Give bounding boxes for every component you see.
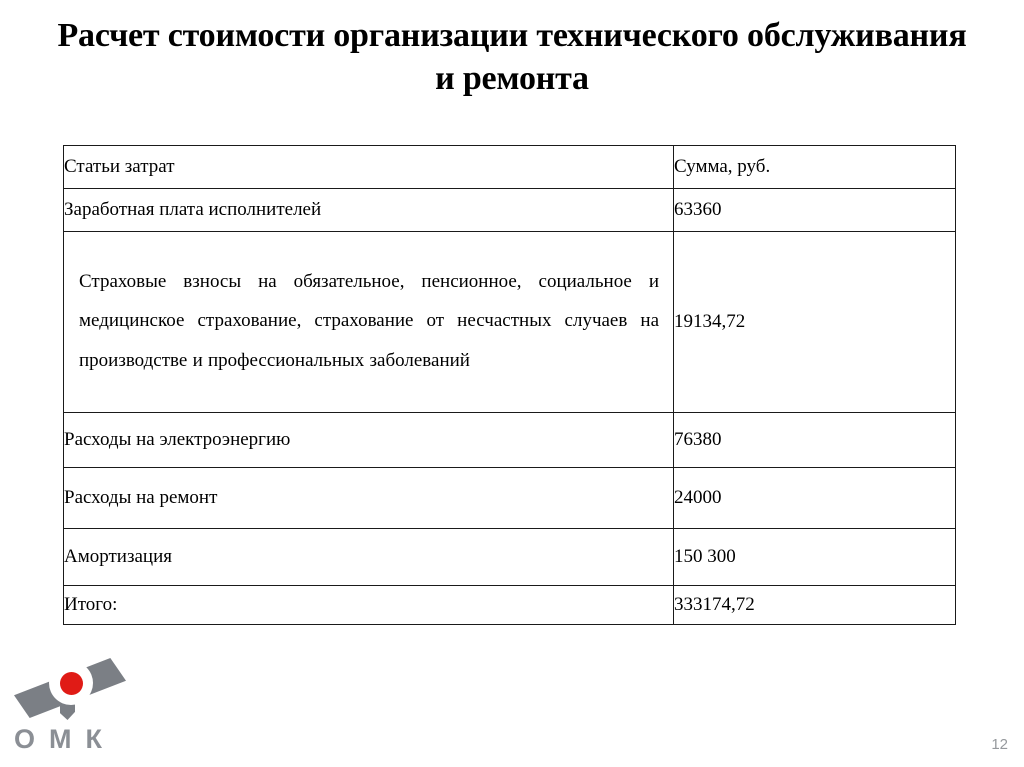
logo-red-dot-icon: [60, 672, 83, 695]
cost-item-amount: 19134,72: [674, 232, 956, 413]
table-row: [64, 529, 956, 586]
table-row: [64, 413, 956, 468]
table-row: [64, 468, 956, 529]
omk-logo: [14, 658, 140, 758]
table-row: [64, 232, 956, 413]
total-label: Итого:: [64, 586, 674, 625]
total-amount: 333174,72: [674, 586, 956, 625]
cost-item-label: Расходы на электроэнергию: [64, 413, 674, 468]
omk-wordmark: ОМК: [14, 724, 116, 754]
column-header-item: Статьи затрат: [64, 146, 674, 189]
table-total-row: [64, 586, 956, 625]
cost-item-label: Расходы на ремонт: [64, 468, 674, 529]
table-row: [64, 189, 956, 232]
cost-item-label: Амортизация: [64, 529, 674, 586]
cost-item-amount: 63360: [674, 189, 956, 232]
omk-logo-mark-icon: [14, 658, 134, 720]
cost-breakdown-table: [63, 145, 956, 625]
page-number: 12: [991, 736, 1008, 753]
page-title: Расчет стоимости организации технического обслуживания и ремонта: [57, 17, 967, 97]
cost-item-label: Страховые взносы на обязательное, пенсионное, социальное и медицинское страхование, страхование от несчастных случаев на производстве и профессиональных заболеваний: [64, 232, 674, 413]
cost-item-amount: 24000: [674, 468, 956, 529]
cost-item-label: Заработная плата исполнителей: [64, 189, 674, 232]
cost-item-amount: 76380: [674, 413, 956, 468]
column-header-amount: Сумма, руб.: [674, 146, 956, 189]
cost-item-amount: 150 300: [674, 529, 956, 586]
table-header-row: [64, 146, 956, 189]
